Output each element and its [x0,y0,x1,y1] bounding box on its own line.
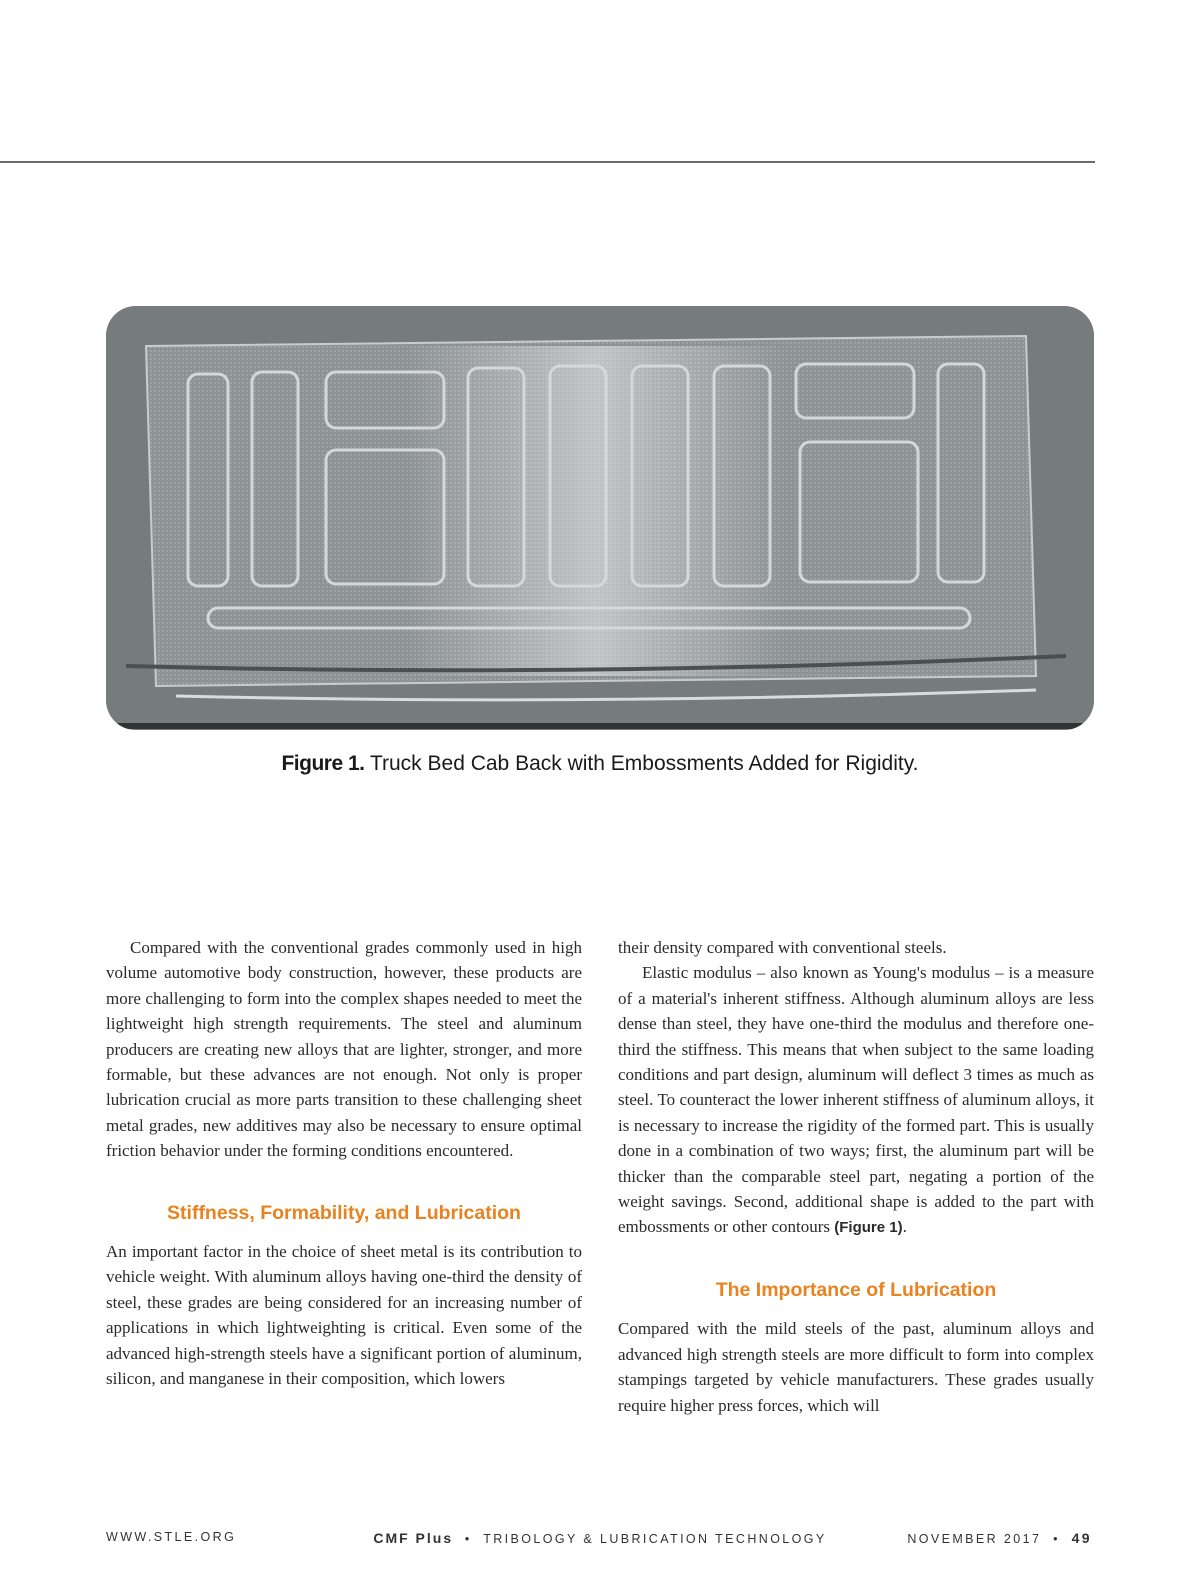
right-column [618,935,1094,1418]
section-heading-lubrication: The Importance of Lubrication [715,1278,997,1301]
footer-publication-title: TRIBOLOGY & LUBRICATION TECHNOLOGY [483,1532,827,1546]
figure-reference-link[interactable]: (Figure 1) [834,1219,903,1237]
footer-brand: CMF Plus [373,1530,454,1546]
figure-1-image [106,306,1094,730]
left-paragraph-1: Compared with the conventional grades commonly used in high volume automotive body construction, however, these products are more challenging to form into the complex shapes needed to meet the lightweight high strength requirements. The steel and aluminum producers are creating new alloys that are lighter, stronger, and more formable, but these advances are not enough. Not only is proper lubrication crucial as more parts transition to these challenging sheet metal grades, new additives may also be necessary to ensure optimal friction behavior under the forming conditions encountered. [106,938,582,1161]
footer-bullet-1: • [464,1532,472,1546]
figure-caption-text: Truck Bed Cab Back with Embossments Added for Rigidity. [369,752,919,775]
right-paragraph-3: Compared with the mild steels of the past, aluminum alloys and advanced high strength steels are more difficult to form into complex stampings targeted by vehicle manufacturers. These grades usually require higher press forces, which will [618,1319,1094,1415]
footer-bullet-2: • [1053,1532,1060,1546]
left-paragraph-2: An important factor in the choice of sheet metal is its contribution to vehicle weight. With aluminum alloys having one-third the density of steel, these grades are being considered for an increasing number of applications in which lightweighting is critical. Even some of the advanced high-strength steels have a significant portion of aluminum, silicon, and manganese in their composition, which lowers [106,1242,582,1389]
section-heading-stiffness: Stiffness, Formability, and Lubrication [167,1201,521,1224]
right-paragraph-2-text: Elastic modulus – also known as Young's modulus – is a measure of a material's inherent stiffness. Although aluminum alloys are less dense than steel, they have one-third the modulus and therefore one-third the stiffness. This means that when subject to the same loading conditions and part design, aluminum will deflect 3 times as much as steel. To counteract the lower inherent stiffness of aluminum alloys, it is necessary to increase the rigidity of the formed part. This is usually done in a combination of two ways; first, the aluminum part will be thicker than the comparable steel part, negating a portion of the weight savings. Second, additional shape is added to the part with embossments or other contours [618,963,1094,1237]
page-number: 49 [1071,1530,1092,1546]
right-paragraph-2-end: . [902,1217,907,1237]
footer-date: NOVEMBER 2017 [907,1532,1042,1546]
figure-label: Figure 1. [281,752,365,775]
right-paragraph-2 [618,960,1094,1240]
footer-website[interactable]: WWW.STLE.ORG [106,1530,237,1544]
left-column [106,935,582,1392]
right-paragraph-1: their density compared with conventional steels. [618,938,947,957]
header-rule [0,161,1095,163]
figure-caption [0,752,1200,776]
footer-date-page [907,1530,1092,1550]
